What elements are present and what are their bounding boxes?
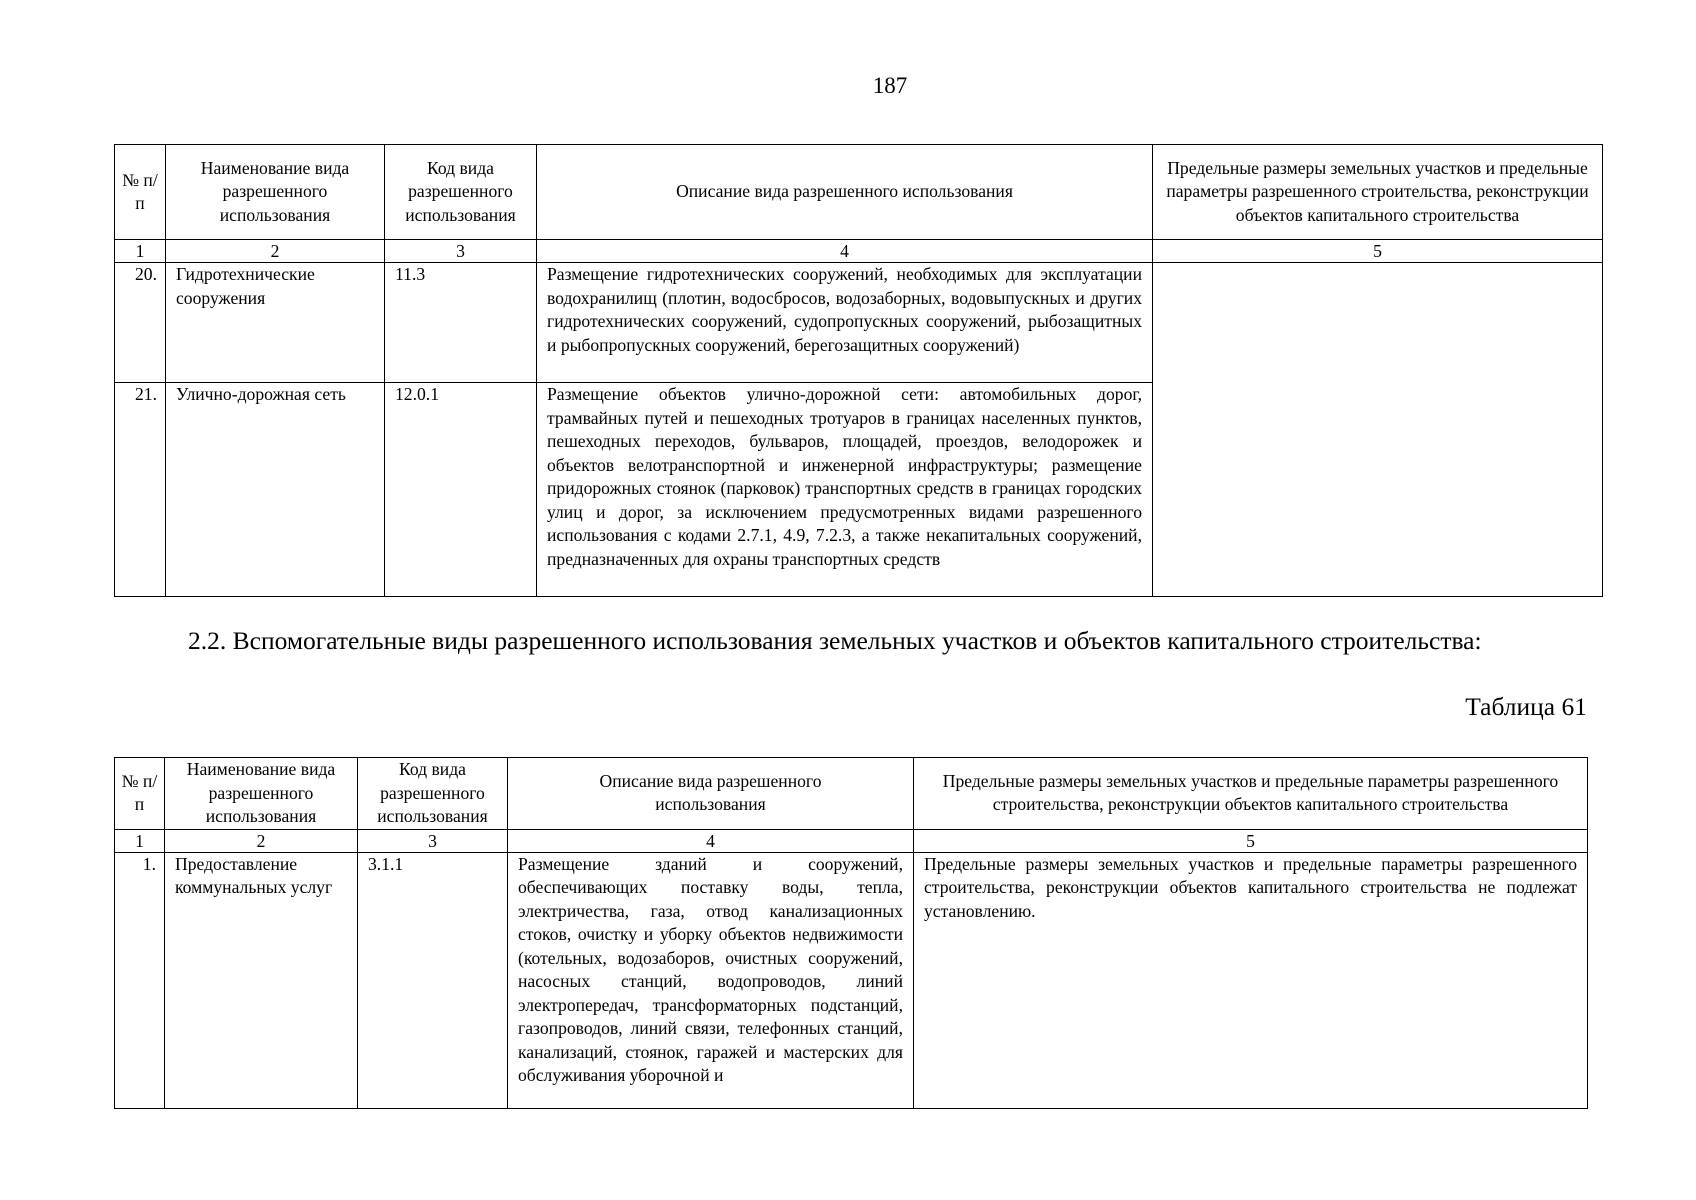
column-number: 4 bbox=[508, 829, 914, 852]
table-row bbox=[115, 852, 1588, 1108]
header-use-code: Код вида разрешенного использования bbox=[385, 145, 537, 240]
table-header-row bbox=[115, 758, 1588, 830]
column-number: 4 bbox=[537, 240, 1153, 263]
row-number: 20. bbox=[115, 263, 166, 383]
use-limits: Предельные размеры земельных участков и предельные параметры разрешенного строительства, реконструкции объектов капитального строительства не подлежат установлению. bbox=[914, 852, 1588, 1108]
use-name: Предоставление коммунальных услуг bbox=[165, 852, 358, 1108]
column-number: 3 bbox=[385, 240, 537, 263]
header-number: № п/п bbox=[115, 145, 166, 240]
permitted-use-table-auxiliary bbox=[114, 757, 1588, 1109]
column-numbers-row bbox=[115, 240, 1603, 263]
column-number: 1 bbox=[115, 240, 166, 263]
use-description: Размещение объектов улично-дорожной сети: автомобильных дорог, трамвайных путей и пешеходных тротуаров в границах населенных пунктов, пешеходных переходов, бульваров, площадей, проездов, велодорожек и объектов велотранспортной и инженерной инфраструктуры; размещение придорожных стоянок (парковок) транспортных средств в границах городских улиц и дорог, за исключением предусмотренных видами разрешенного использования с кодами 2.7.1, 4.9, 7.2.3, а также некапитальных сооружений, предназначенных для охраны транспортных средств bbox=[537, 383, 1153, 597]
column-number: 5 bbox=[914, 829, 1588, 852]
header-use-name: Наименование вида разрешенного использования bbox=[166, 145, 385, 240]
header-use-description: Описание вида разрешенного использования bbox=[508, 758, 914, 830]
use-description: Размещение зданий и сооружений, обеспечивающих поставку воды, тепла, электричества, газа, отвод канализационных стоков, очистку и уборку объектов недвижимости (котельных, водозаборов, очистных сооружений, насосных станций, водопроводов, линий электропередач, трансформаторных подстанций, газопроводов, линий связи, телефонных станций, канализаций, стоянок, гаражей и мастерских для обслуживания уборочной и bbox=[508, 852, 914, 1108]
column-number: 5 bbox=[1153, 240, 1603, 263]
page-number: 187 bbox=[872, 73, 908, 98]
use-description: Размещение гидротехнических сооружений, необходимых для эксплуатации водохранилищ (плотин, водосбросов, водозаборных, водовыпускных и других гидротехнических сооружений, судопропускных сооружений, рыбозащитных и рыбопропускных сооружений, берегозащитных сооружений) bbox=[537, 263, 1153, 383]
use-code: 3.1.1 bbox=[358, 852, 508, 1108]
table-header-row bbox=[115, 145, 1603, 240]
column-numbers-row bbox=[115, 829, 1588, 852]
header-use-code: Код вида разрешенного использования bbox=[358, 758, 508, 830]
table-row bbox=[115, 263, 1603, 383]
table-caption: Таблица 61 bbox=[1465, 692, 1587, 721]
use-code: 12.0.1 bbox=[385, 383, 537, 597]
header-use-description: Описание вида разрешенного использования bbox=[537, 145, 1153, 240]
column-number: 3 bbox=[358, 829, 508, 852]
row-number: 21. bbox=[115, 383, 166, 597]
use-name: Улично-дорожная сеть bbox=[166, 383, 385, 597]
column-number: 2 bbox=[166, 240, 385, 263]
row-number: 1. bbox=[115, 852, 165, 1108]
header-number: № п/п bbox=[115, 758, 165, 830]
column-number: 1 bbox=[115, 829, 165, 852]
column-number: 2 bbox=[165, 829, 358, 852]
section-heading: 2.2. Вспомогательные виды разрешенного использования земельных участков и объектов капитального строительства: bbox=[188, 626, 1482, 655]
use-limits bbox=[1153, 263, 1603, 597]
header-use-name: Наименование вида разрешенного использования bbox=[165, 758, 358, 830]
header-limits: Предельные размеры земельных участков и предельные параметры разрешенного строительства, реконструкции объектов капитального строительства bbox=[1153, 145, 1603, 240]
use-code: 11.3 bbox=[385, 263, 537, 383]
permitted-use-table-main bbox=[114, 144, 1603, 597]
use-name: Гидротехнические сооружения bbox=[166, 263, 385, 383]
header-limits: Предельные размеры земельных участков и предельные параметры разрешенного строительства, реконструкции объектов капитального строительства bbox=[914, 758, 1588, 830]
